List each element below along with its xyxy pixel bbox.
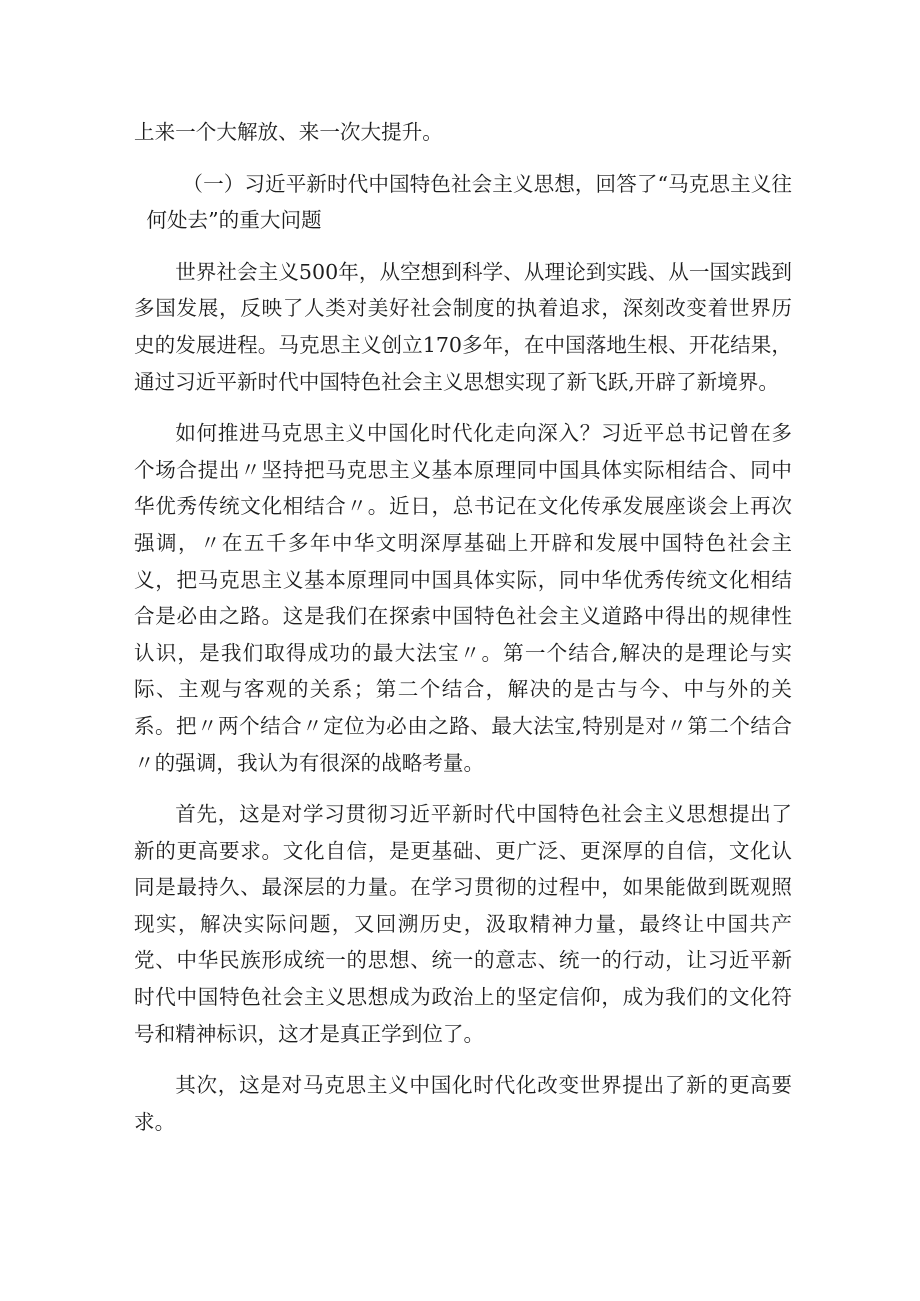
section-heading: （一）习近平新时代中国特色社会主义思想，回答了“马克思主义往何处去”的重大问题 bbox=[146, 171, 792, 233]
paragraph: 首先，这是对学习贯彻习近平新时代中国特色社会主义思想提出了新的更高要求。文化自信，是更基础、更广泛、更深厚的自信，文化认同是最持久、最深层的力量。在学习贯彻的过程中，如果能做到既观照现实，解决实际问题，又回溯历史，汲取精神力量，最终让中国共产党、中华民族形成统一的思想、统一的意志、统一的行动，让习近平新时代中国特色社会主义思想成为政治上的坚定信仰，成为我们的文化符号和精神标识，这才是真正学到位了。 bbox=[134, 802, 792, 1046]
paragraph-continuation: 上来一个大解放、来一次大提升。 bbox=[134, 120, 443, 144]
paragraph: 其次，这是对马克思主义中国化时代化改变世界提出了新的更高要求。 bbox=[134, 1073, 792, 1134]
paragraph: 世界社会主义500年，从空想到科学、从理论到实践、从一国实践到多国发展，反映了人类对美好社会制度的执着追求，深刻改变着世界历史的发展进程。马克思主义创立170多年，在中国落地生根、开花结果，通过习近平新时代中国特色社会主义思想实现了新飞跃,开辟了新境界。 bbox=[134, 259, 792, 394]
paragraph: 如何推进马克思主义中国化时代化走向深入？习近平总书记曾在多个场合提出〃坚持把马克思主义基本原理同中国具体实际相结合、同中华优秀传统文化相结合〃。近日，总书记在文化传承发展座谈会上再次强调，〃在五千多年中华文明深厚基础上开辟和发展中国特色社会主义，把马克思主义基本原理同中国具体实际，同中华优秀传统文化相结合是必由之路。这是我们在探索中国特色社会主义道路中得出的规律性认识，是我们取得成功的最大法宝〃。第一个结合,解决的是理论与实际、主观与客观的关系；第二个结合，解决的是古与今、中与外的关系。把〃两个结合〃定位为必由之路、最大法宝,特别是对〃第二个结合〃的强调，我认为有很深的战略考量。 bbox=[134, 421, 792, 775]
document-body bbox=[134, 114, 792, 1155]
